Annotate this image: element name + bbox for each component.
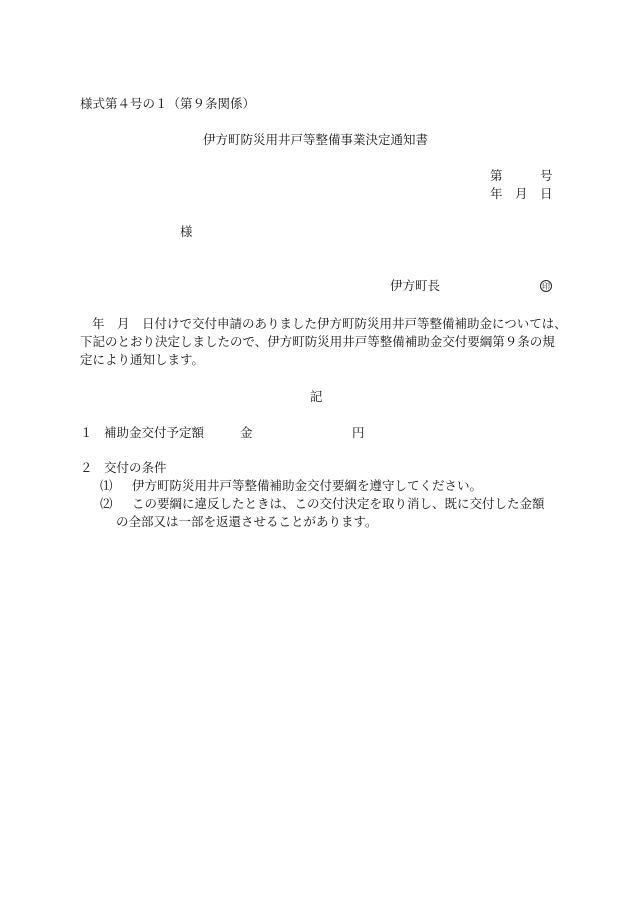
doc-date-month: 月 [515,186,528,201]
seal-mark: 印 [542,282,550,291]
condition-2-mark: ⑵ [100,496,113,511]
issuer-name: 伊方町長 [390,278,441,293]
addressee-suffix: 様 [180,224,193,239]
doc-date-year: 年 [490,186,503,201]
body-line-2: 下記のとおり決定しましたので、伊方町防災用井戸等整備補助金交付要綱第９条の規 [80,334,555,349]
item2-label: 交付の条件 [104,460,167,475]
ki-heading: 記 [310,389,323,404]
doc-number-prefix: 第 [490,168,503,183]
item2-number: ２ [80,460,93,475]
item1-label: 補助金交付予定額 [104,425,205,440]
item1-number: １ [80,425,93,440]
doc-number-suffix: 号 [540,168,553,183]
condition-1-mark: ⑴ [100,478,113,493]
body-line-1: 年 月 日付けで交付申請のありました伊方町防災用井戸等整備補助金については、 [92,316,567,331]
item1-kin: 金 [240,425,253,440]
doc-date-day: 日 [540,186,553,201]
condition-2-text: この要綱に違反したときは、この交付決定を取り消し、既に交付した金額 [132,496,545,511]
condition-1-text: 伊方町防災用井戸等整備補助金交付要綱を遵守してください。 [132,478,483,493]
form-number: 様式第４号の１（第９条関係） [80,96,256,111]
body-line-3: 定により通知します。 [80,352,205,367]
item1-yen: 円 [352,425,365,440]
document-title: 伊方町防災用井戸等整備事業決定通知書 [203,132,429,147]
condition-2-continuation: の全部又は一部を返還させることがあります。 [116,514,378,529]
